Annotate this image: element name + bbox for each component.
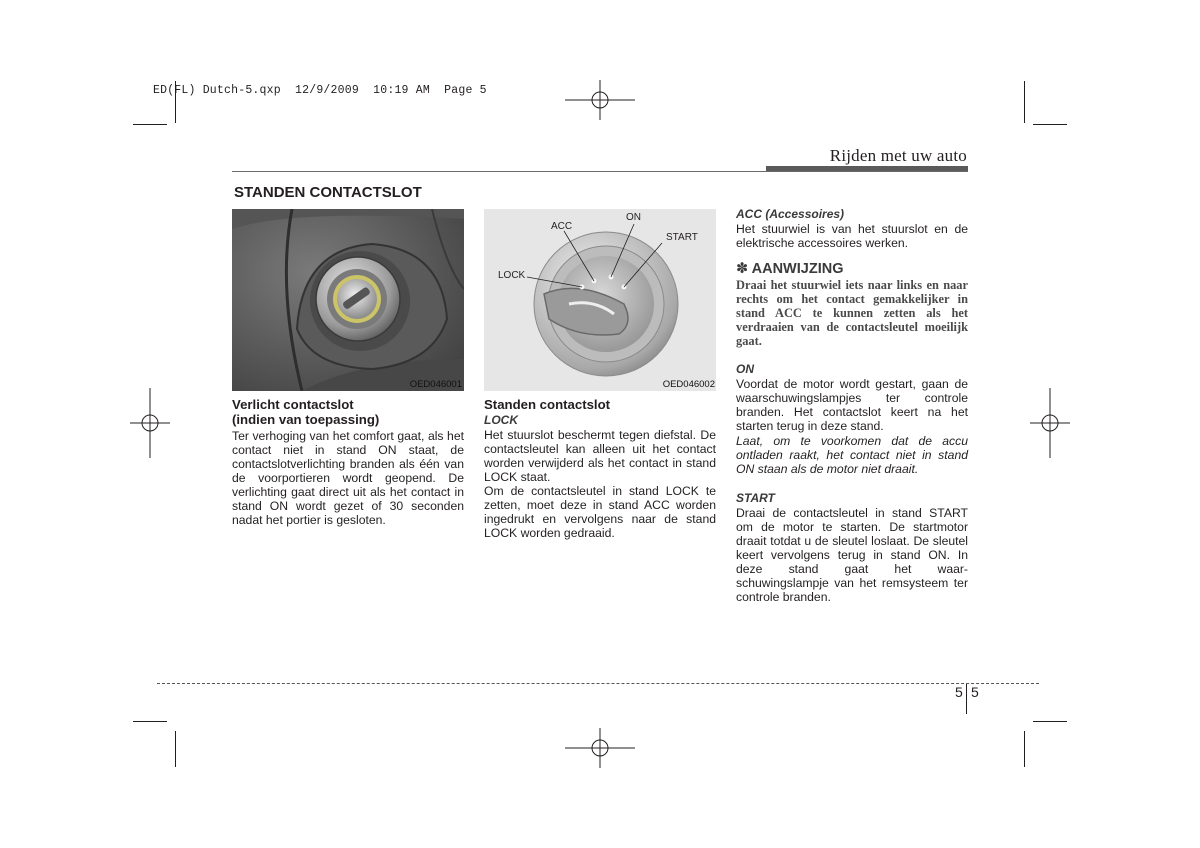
label-start: START	[666, 232, 698, 243]
column-2	[484, 397, 716, 540]
print-slug: ED(FL) Dutch-5.qxp 12/9/2009 10:19 AM Page 5	[153, 84, 487, 97]
section-title: STANDEN CONTACTSLOT	[234, 184, 422, 201]
figure-illuminated-ignition	[232, 209, 464, 391]
figure-code: OED046001	[409, 379, 462, 390]
subheading-lock: LOCK	[484, 413, 518, 427]
page-number-section: 5	[955, 684, 963, 700]
figure-code: OED046002	[662, 379, 715, 390]
subheading: Standen contactslot	[484, 397, 611, 412]
column-1	[232, 397, 464, 527]
paragraph-italic: Laat, om te voorkomen dat de accu ontladen raakt, het contact niet in stand ON staan als de motor niet draait.	[736, 434, 968, 476]
header-rule	[232, 171, 968, 172]
chapter-title: Rijden met uw auto	[829, 146, 967, 165]
registration-mark-icon	[565, 80, 635, 120]
subheading-on: ON	[736, 362, 754, 376]
note-body: Draai het stuurwiel iets naar links en naar rechts om het contact gemakkelijker in stand ACC te kunnen zetten als het verdraaien van de contactsleutel moeilijk gaat.	[736, 278, 968, 348]
paragraph: Draai de contactsleutel in stand START om de motor te starten. De startmotor draait totdat u de sleutel loslaat. De sleutel keert vervolgens terug in stand ON. In deze stand gaat het waar-schuwingslampje van het remsysteem ter controle branden.	[736, 506, 968, 604]
label-lock: LOCK	[498, 270, 526, 281]
paragraph: Ter verhoging van het comfort gaat, als het contact niet in stand ON staat, de contactslotverlichting branden als één van de voorportieren wordt geopend. De verlichting gaat direct uit als het contact in stand ON wordt gezet of 30 seconden nadat het portier is gesloten.	[232, 429, 464, 527]
label-on: ON	[626, 212, 641, 223]
page-number-separator	[966, 684, 967, 714]
note-title: ✽ AANWIJZING	[736, 261, 844, 277]
subheading: (indien van toepassing)	[232, 412, 380, 427]
subheading: Verlicht contactslot	[232, 397, 354, 412]
subheading-acc: ACC (Accessoires)	[736, 207, 845, 221]
paragraph: Het stuurwiel is van het stuurslot en de elektrische accessoires werken.	[736, 222, 968, 250]
page-number: 5	[971, 684, 979, 700]
paragraph: Het stuurslot beschermt tegen diefstal. De contactsleutel kan alleen uit het contact worden verwijderd als het contact in stand LOCK staat.	[484, 428, 716, 484]
column-3	[736, 207, 968, 604]
registration-mark-icon	[565, 728, 635, 768]
ignition-photo-image	[232, 209, 464, 391]
paragraph: Voordat de motor wordt gestart, gaan de waarschuwingslampjes ter controle branden. Het contactslot keert na het starten terug in deze stand.	[736, 377, 968, 433]
subheading-start: START	[736, 491, 775, 505]
registration-mark-icon	[1030, 388, 1070, 458]
registration-mark-icon	[130, 388, 170, 458]
label-acc: ACC	[551, 221, 573, 232]
paragraph: Om de contactsleutel in stand LOCK te zetten, moet deze in stand ACC worden ingedrukt en vervolgens naar de stand LOCK worden gedraaid.	[484, 484, 716, 540]
footer-rule	[157, 683, 1039, 684]
figure-ignition-positions	[484, 209, 716, 391]
